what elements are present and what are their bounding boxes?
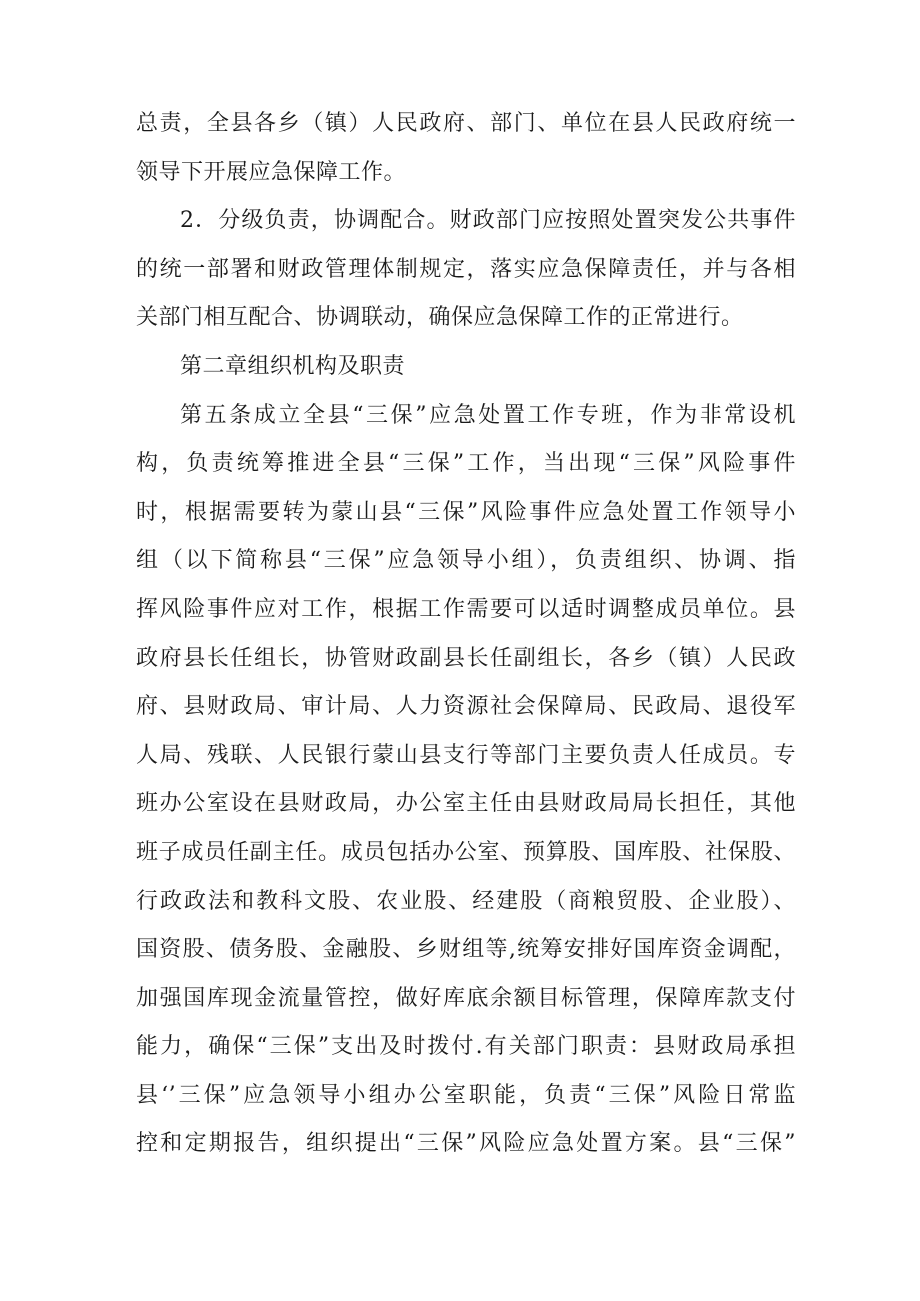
text-line: 国资股、债务股、金融股、乡财组等,统筹安排好国库资金调配，	[136, 937, 796, 963]
text-line: 挥风险事件应对工作，根据工作需要可以适时调整成员单位。县	[136, 596, 796, 622]
text-line: 2．分级负责，协调配合。财政部门应按照处置突发公共事件	[180, 208, 796, 234]
text-line: 第五条成立全县“三保”应急处置工作专班，作为非常设机	[180, 402, 796, 428]
document-body	[136, 100, 796, 1169]
text-line: 人局、残联、人民银行蒙山县支行等部门主要负责人任成员。专	[136, 742, 796, 768]
text-line: 控和定期报告，组织提出“三保”风险应急处置方案。县“三保”	[136, 1131, 796, 1157]
text-line: 行政政法和教科文股、农业股、经建股（商粮贸股、企业股）、	[136, 888, 796, 914]
text-line: 加强国库现金流量管控，做好库底余额目标管理，保障库款支付	[136, 985, 796, 1011]
text-line: 构，负责统筹推进全县“三保”工作，当出现“三保”风险事件	[136, 451, 796, 477]
text-line: 班子成员任副主任。成员包括办公室、预算股、国库股、社保股、	[136, 839, 796, 865]
text-line: 关部门相互配合、协调联动，确保应急保障工作的正常进行。	[136, 305, 744, 331]
text-line: 组（以下简称县“三保”应急领导小组），负责组织、协调、指	[136, 548, 796, 574]
text-line: 领导下开展应急保障工作。	[136, 159, 407, 185]
chapter-heading: 第二章组织机构及职责	[180, 353, 406, 379]
text-line: 县‘’三保”应急领导小组办公室职能，负责“三保”风险日常监	[136, 1082, 796, 1108]
text-line: 的统一部署和财政管理体制规定，落实应急保障责任，并与各相	[136, 256, 796, 282]
text-line: 总责，全县各乡（镇）人民政府、部门、单位在县人民政府统一	[136, 111, 796, 136]
text-line: 政府县长任组长，协管财政副县长任副组长，各乡（镇）人民政	[136, 645, 796, 671]
text-line: 能力，确保“三保”支出及时拨付.有关部门职责：县财政局承担	[136, 1034, 796, 1060]
text-line: 府、县财政局、审计局、人力资源社会保障局、民政局、退役军	[136, 694, 796, 720]
text-line: 班办公室设在县财政局，办公室主任由县财政局局长担任，其他	[136, 791, 796, 817]
text-line: 时，根据需要转为蒙山县“三保”风险事件应急处置工作领导小	[136, 499, 796, 525]
